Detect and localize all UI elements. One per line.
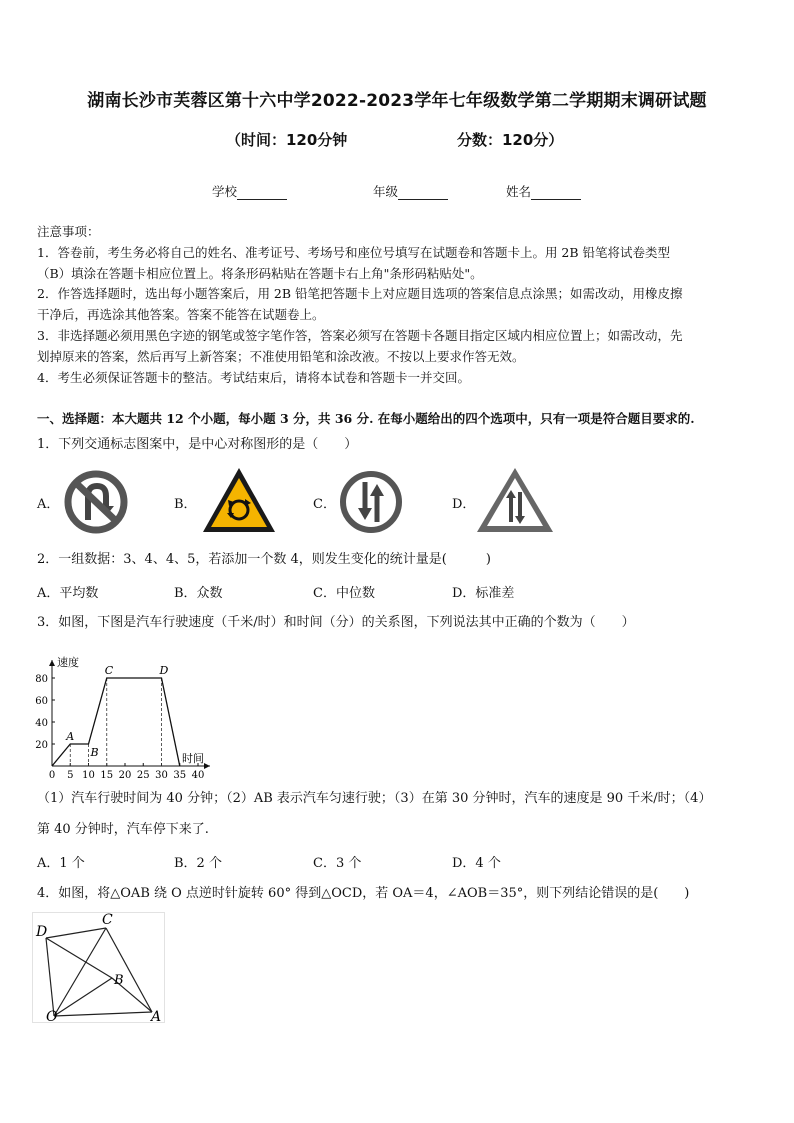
point-label-a: A: [66, 730, 75, 743]
x-tick-label: 30: [155, 770, 168, 780]
two-way-arrow-circle-icon[interactable]: [337, 470, 405, 538]
notes-line: 2．作答选择题时，选出每小题答案后，用 2B 铅笔把答题卡上对应题目选项的答案信息点涂黑；如需改动，用橡皮擦: [37, 286, 683, 302]
school-field[interactable]: [212, 182, 287, 200]
question-1-stem: 1．下列交通标志图案中，是中心对称图形的是（ ）: [37, 437, 358, 452]
q1-option-d-label[interactable]: D．: [452, 497, 476, 512]
notes-line: 3．非选择题必须用黑色字迹的钢笔或签字笔作答，答案必须写在答题卡各题目指定区域内相应位置上；如需改动，先: [37, 327, 683, 343]
y-tick-label: 60: [35, 696, 48, 707]
y-axis-label: 速度: [57, 656, 79, 669]
q1-option-b-label[interactable]: B．: [174, 497, 197, 512]
label-c: C: [102, 912, 113, 928]
q2-option-a[interactable]: A．平均数: [37, 586, 99, 601]
question-2-stem: 2．一组数据：3、4、4、5，若添加一个数 4，则发生变化的统计量是( ): [37, 552, 491, 567]
name-label: 姓名: [506, 184, 532, 199]
notes-line: 划掉原来的答案，然后再写上新答案；不准使用铅笔和涂改液。不按以上要求作答无效。: [37, 348, 525, 364]
q3-option-d[interactable]: D．4 个: [452, 856, 501, 871]
x-tick-label: 35: [173, 770, 187, 780]
y-tick-label: 40: [35, 718, 48, 729]
y-tick-label: 20: [35, 740, 48, 751]
x-tick-label: 40: [191, 770, 205, 780]
q3-option-c[interactable]: C．3 个: [313, 856, 362, 871]
school-label: 学校: [212, 184, 238, 199]
label-b: B: [114, 973, 124, 988]
y-axis-arrow: [49, 660, 55, 666]
notes-heading: 注意事项：: [37, 224, 100, 239]
speed-line: [52, 678, 180, 766]
rotation-diagram: [32, 912, 166, 1028]
point-label-b: B: [90, 746, 99, 759]
question-4-stem: 4．如图，将△OAB 绕 O 点逆时针旋转 60° 得到△OCD，若 OA＝4，∠AOB＝35°，则下列结论错误的是( ): [37, 886, 690, 901]
section-heading: 一、选择题：本大题共 12 个小题，每小题 3 分，共 36 分. 在每小题给出的四个选项中，只有一项是符合题目要求的.: [37, 411, 695, 426]
x-axis-label: 时间: [182, 752, 204, 765]
label-d: D: [36, 924, 48, 940]
total-score: 分数：120分）: [457, 131, 564, 149]
q3-option-b[interactable]: B．2 个: [174, 856, 222, 871]
grade-field[interactable]: [373, 182, 448, 200]
notes-line: 1．答卷前，考生务必将自己的姓名、准考证号、考场号和座位号填写在试题卷和答题卡上。用 2B 铅笔将试卷类型: [37, 244, 671, 260]
notes-line: （B）填涂在答题卡相应位置上。将条形码粘贴在答题卡右上角"条形码粘贴处"。: [37, 265, 483, 281]
x-tick-label: 0: [48, 770, 56, 780]
notes-block: [37, 222, 761, 388]
grade-label: 年级: [373, 184, 399, 199]
q1-option-a-label[interactable]: A．: [37, 497, 60, 512]
label-a: A: [151, 1009, 162, 1024]
question-3-stem: 3．如图，下图是汽车行驶速度（千米/时）和时间（分）的关系图，下列说法其中正确的个数为（ ）: [37, 615, 635, 630]
q2-option-d[interactable]: D．标准差: [452, 586, 515, 601]
time-limit: （时间：120分钟: [226, 131, 348, 149]
x-tick-label: 20: [118, 770, 132, 780]
page-title: 湖南长沙市芙蓉区第十六中学2022-2023学年七年级数学第二学期期末调研试题: [87, 91, 707, 111]
speed-time-chart: [30, 640, 230, 784]
x-axis-arrow: [204, 763, 210, 769]
notes-line: 4．考生必须保证答题卡的整洁。考试结束后，请将本试卷和答题卡一并交回。: [37, 369, 470, 385]
name-field[interactable]: [506, 182, 581, 200]
q1-option-c-label[interactable]: C．: [313, 497, 336, 512]
q2-option-b[interactable]: B．众数: [174, 586, 223, 601]
roundabout-warning-icon[interactable]: [201, 466, 277, 540]
name-blank[interactable]: [531, 186, 581, 200]
notes-line: 干净后，再选涂其他答案。答案不能答在试题卷上。: [37, 307, 325, 323]
x-tick-label: 15: [100, 770, 114, 780]
two-way-traffic-warning-icon[interactable]: [475, 466, 555, 540]
question-3-statements-1: （1）汽车行驶时间为 40 分钟；（2）AB 表示汽车匀速行驶；（3）在第 30 分钟时，汽车的速度是 90 千米/时；（4）: [37, 791, 712, 806]
x-tick-label: 10: [82, 770, 95, 780]
question-3-statements-2: 第 40 分钟时，汽车停下来了.: [37, 822, 209, 837]
q3-option-a[interactable]: A．1 个: [37, 856, 85, 871]
y-tick-label: 80: [35, 674, 48, 685]
point-label-d: D: [159, 664, 169, 677]
point-label-c: C: [104, 664, 114, 677]
no-u-turn-icon[interactable]: [62, 470, 130, 538]
label-o: O: [46, 1009, 58, 1024]
grade-blank[interactable]: [398, 186, 448, 200]
x-tick-label: 5: [67, 770, 74, 780]
x-tick-label: 25: [136, 770, 150, 780]
q2-option-c[interactable]: C．中位数: [313, 586, 375, 601]
school-blank[interactable]: [237, 186, 287, 200]
